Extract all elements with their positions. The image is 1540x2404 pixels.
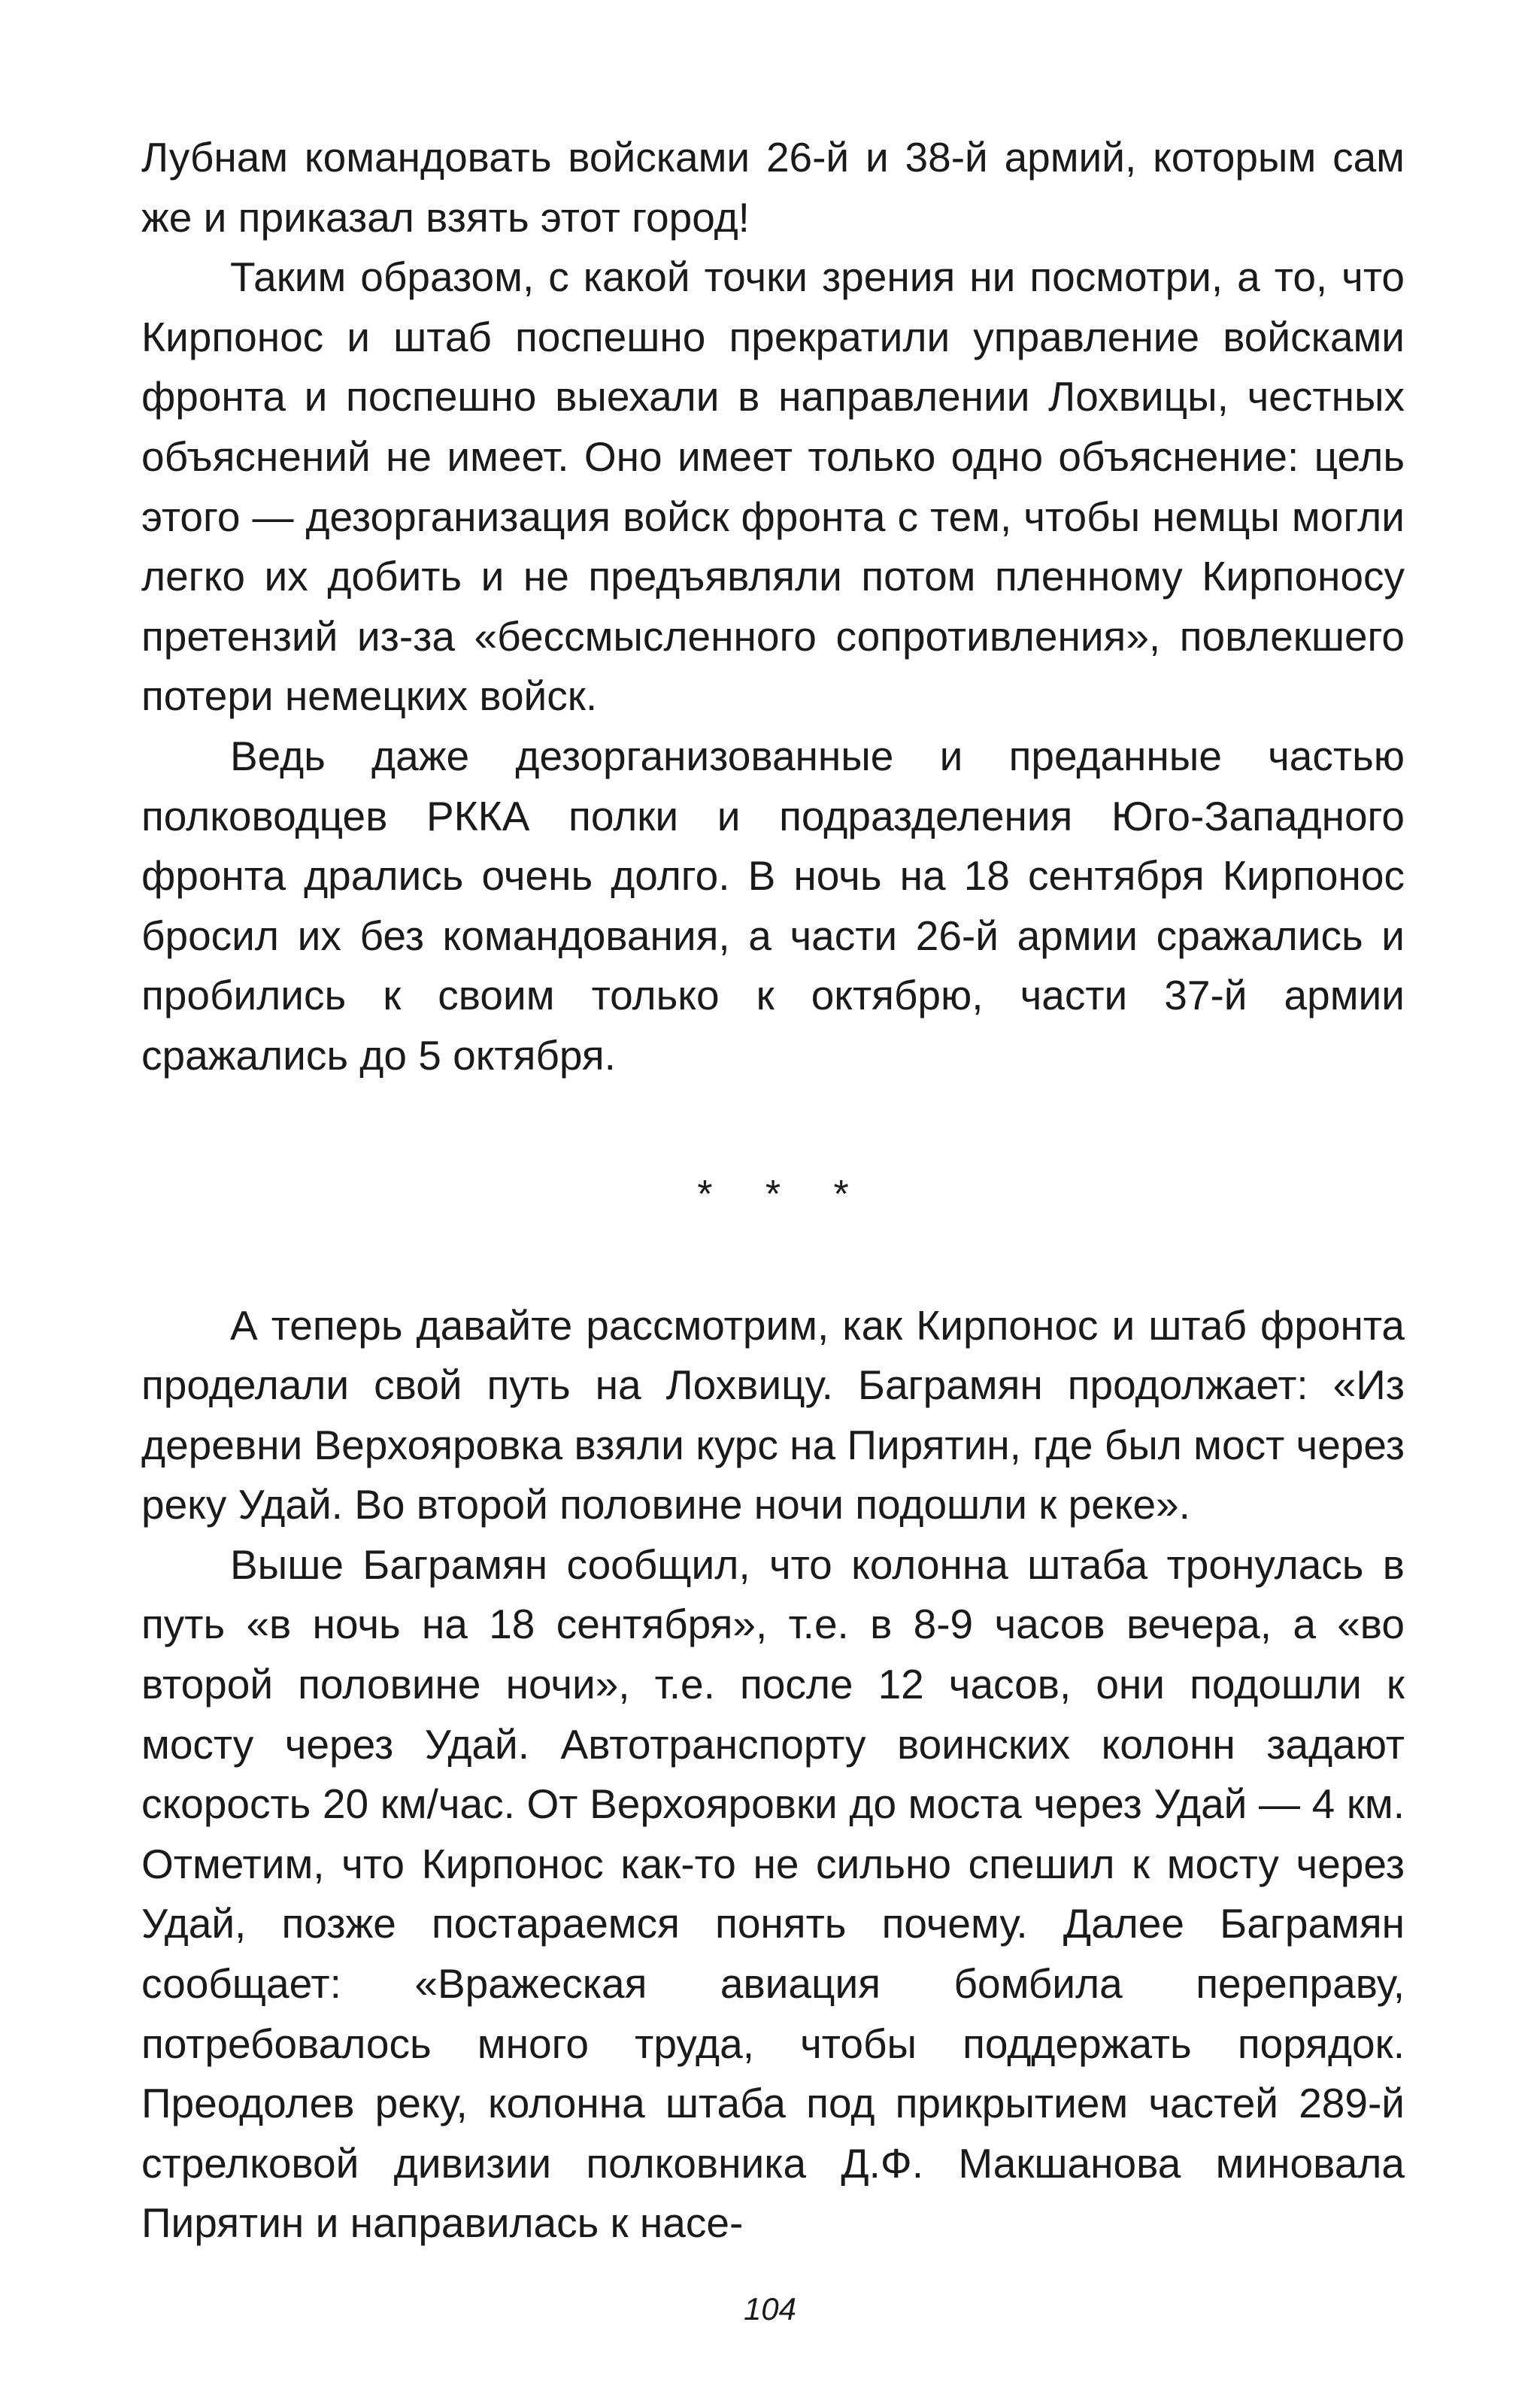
page-body <box>141 128 1405 2254</box>
paragraph-route-to-lokhvitsa: А теперь давайте рассмотрим, как Кирпонос и штаб фронта проделали свой путь на Лохвицу. Баграмян продолжает: «Из деревни Верхояровка взяли курс на Пирятин, где был мост через реку Удай. Во второй половине ночи подошли к реке». <box>141 1301 1405 1528</box>
paragraph-conclusion: Таким образом, с какой точки зрения ни посмотри, а то, что Кирпонос и штаб поспешно прекратили управление войсками фронта и поспешно выехали в направлении Лохвицы, честных объяснений не имеет. Оно имеет только одно объяснение: цель этого — дезорганизация войск фронта с тем, чтобы немцы могли легко их добить и не предъявляли потом пленному Кирпоносу претензий из-за «бессмысленного сопротивления», повлекшего потери немецких войск. <box>141 253 1405 720</box>
paragraph-continuation: Лубнам командовать войсками 26-й и 38-й армий, которым сам же и приказал взять этот город! <box>141 134 1405 241</box>
section-separator: * * * <box>697 1172 870 1216</box>
paragraph-bagramyan-account: Выше Баграмян сообщил, что колонна штаба тронулась в путь «в ночь на 18 сентября», т.е. в 8-9 часов вечера, а «во второй половине ночи», т.е. после 12 часов, они подошли к мосту через Удай. Автотранспорту воинских колонн задают скорость 20 км/час. От Верхояровки до моста через Удай — 4 км. Отметим, что Кирпонос как-то не сильно спешил к мосту через Удай, позже постараемся понять почему. Далее Баграмян сообщает: «Вражеская авиация бомбила переправу, потребовалось много труда, чтобы поддержать порядок. Преодолев реку, колонна штаба под прикрытием частей 289-й стрелковой дивизии полковника Д.Ф. Макшанова миновала Пирятин и направилась к насе- <box>141 1540 1405 2247</box>
paragraph-disorganized-troops: Ведь даже дезорганизованные и преданные частью полководцев РККА полки и подразделения Юго-Западного фронта дрались очень долго. В ночь на 18 сентября Кирпонос бросил их без командования, а части 26-й армии сражались и пробились к своим только к октябрю, части 37-й армии сражались до 5 октября. <box>141 732 1405 1079</box>
page-number: 104 <box>743 2291 797 2327</box>
